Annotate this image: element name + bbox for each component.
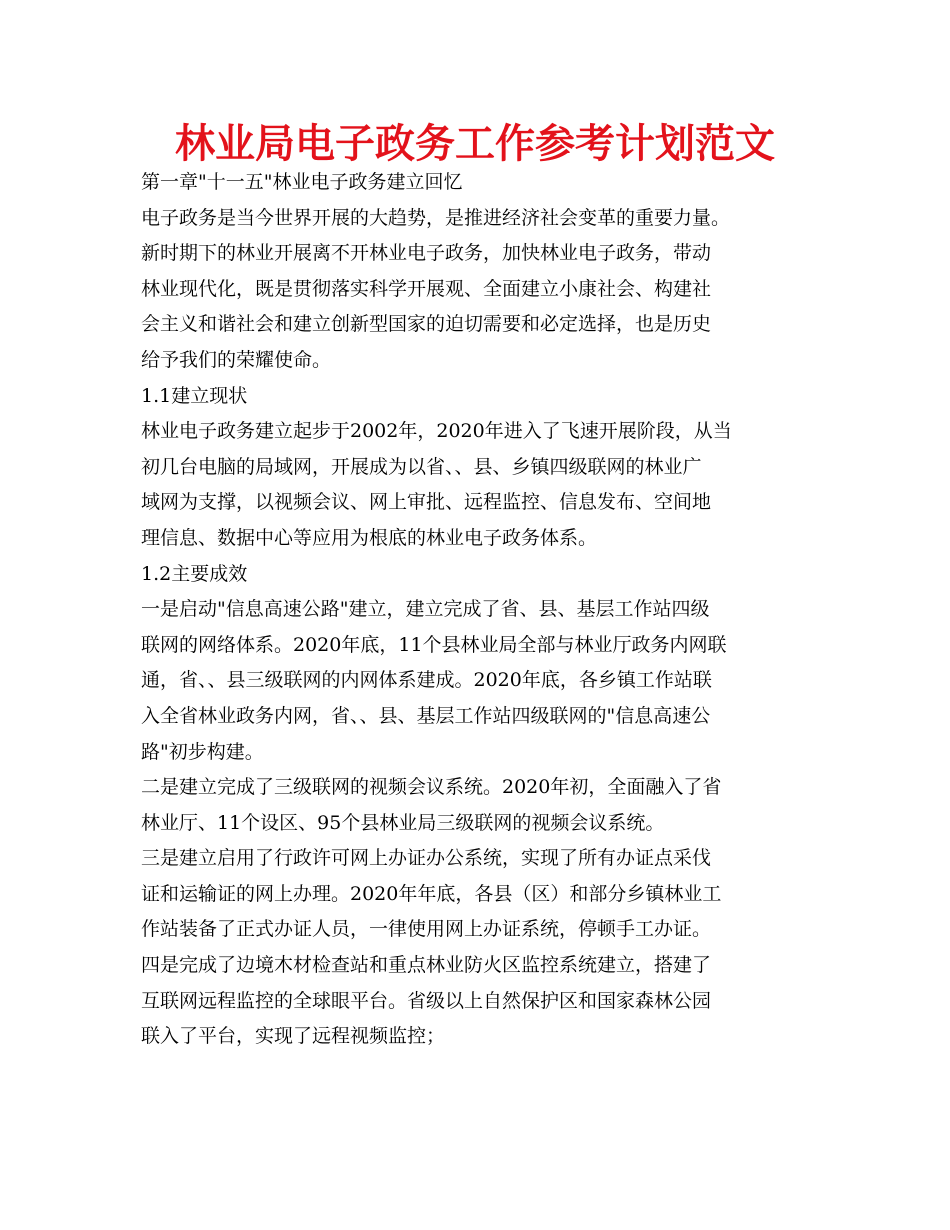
- document-title: 林业局电子政务工作参考计划范文: [175, 121, 775, 167]
- paragraph-line: 给予我们的荣耀使命。: [141, 348, 332, 371]
- paragraph-line: 一是启动"信息高速公路"建立，建立完成了省、县、基层工作站四级: [141, 598, 710, 621]
- paragraph-line: 林业电子政务建立起步于2002年，2020年进入了飞速开展阶段，从当: [141, 420, 732, 443]
- paragraph-line: 联网的网络体系。2020年底，11个县林业局全部与林业厅政务内网联: [141, 633, 727, 656]
- paragraph-line: 四是完成了边境木材检查站和重点林业防火区监控系统建立，搭建了: [141, 954, 712, 977]
- paragraph-line: 互联网远程监控的全球眼平台。省级以上自然保护区和国家森林公园: [141, 989, 712, 1012]
- paragraph-line: 会主义和谐社会和建立创新型国家的迫切需要和必定选择，也是历史: [141, 313, 712, 336]
- paragraph-line: 新时期下的林业开展离不开林业电子政务，加快林业电子政务，带动: [141, 242, 712, 265]
- section-heading: 1.1建立现状: [141, 384, 248, 407]
- paragraph-line: 初几台电脑的局域网，开展成为以省、、县、乡镇四级联网的林业广: [141, 455, 702, 478]
- paragraph-line: 电子政务是当今世界开展的大趋势，是推进经济社会变革的重要力量。: [141, 206, 731, 229]
- paragraph-line: 入全省林业政务内网，省、、县、基层工作站四级联网的"信息高速公: [141, 704, 711, 727]
- section-heading: 1.2主要成效: [141, 562, 248, 585]
- paragraph-line: 证和运输证的网上办理。2020年年底，各县（区）和部分乡镇林业工: [141, 882, 722, 905]
- paragraph-line: 林业现代化，既是贯彻落实科学开展观、全面建立小康社会、构建社: [141, 277, 712, 300]
- paragraph-line: 联入了平台，实现了远程视频监控；: [141, 1025, 446, 1048]
- paragraph-line: 通，省、、县三级联网的内网体系建成。2020年底，各乡镇工作站联: [141, 669, 712, 692]
- paragraph-line: 路"初步构建。: [141, 740, 264, 763]
- chapter-heading: 第一章"十一五"林业电子政务建立回忆: [141, 171, 463, 193]
- paragraph-line: 林业厅、11个设区、95个县林业局三级联网的视频会议系统。: [141, 811, 665, 834]
- paragraph-line: 作站装备了正式办证人员，一律使用网上办证系统，停顿手工办证。: [141, 918, 712, 941]
- paragraph-line: 二是建立完成了三级联网的视频会议系统。2020年初，全面融入了省: [141, 776, 722, 799]
- paragraph-line: 域网为支撑，以视频会议、网上审批、远程监控、信息发布、空间地: [141, 491, 712, 514]
- document-body: [141, 165, 831, 1055]
- paragraph-line: 理信息、数据中心等应用为根底的林业电子政务体系。: [141, 526, 598, 549]
- paragraph-line: 三是建立启用了行政许可网上办证办公系统，实现了所有办证点采伐: [141, 847, 712, 870]
